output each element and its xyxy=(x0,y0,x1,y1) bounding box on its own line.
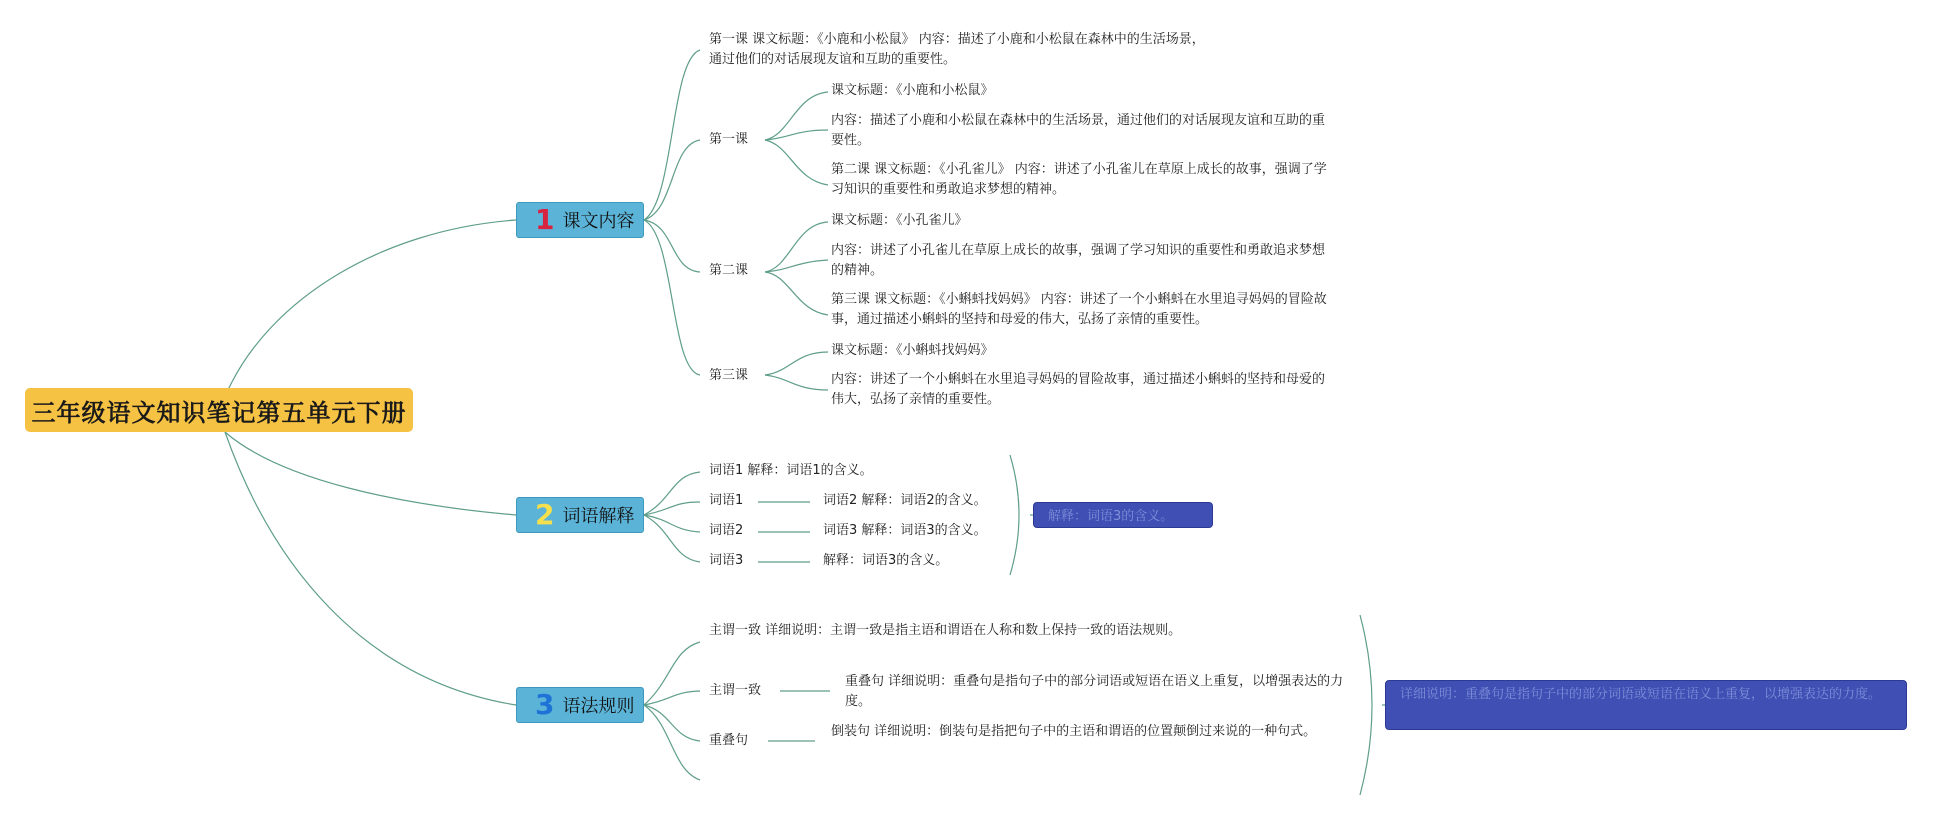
lesson-1-title[interactable]: 课文标题：《小鹿和小松鼠》 xyxy=(831,83,994,98)
lesson-3-intro[interactable]: 第三课 课文标题：《小蝌蚪找妈妈》 内容：讲述了一个小蝌蚪在水里追寻妈妈的冒险故事，通过描述小蝌蚪的坚持和母爱的伟大，弘扬了亲情的重要性。 xyxy=(831,292,1327,327)
word-3-node[interactable]: 词语3 xyxy=(709,553,744,568)
grammar-repetition-node[interactable]: 重叠句 xyxy=(709,733,749,748)
number-1-icon: 1 xyxy=(535,203,555,236)
branch-label: 词语解释 xyxy=(562,506,635,527)
lesson-2-node[interactable]: 第二课 xyxy=(709,263,749,278)
grammar-repetition-explanation[interactable]: 倒装句 详细说明：倒装句是指把句子中的主语和谓语的位置颠倒过来说的一种句式。 xyxy=(831,724,1317,739)
lesson-1-node[interactable]: 第一课 xyxy=(709,132,749,147)
branch-grammar-rules[interactable] xyxy=(516,687,644,723)
lesson-3-title[interactable]: 课文标题：《小蝌蚪找妈妈》 xyxy=(831,343,994,358)
root-topic[interactable]: 三年级语文知识笔记第五单元下册 xyxy=(25,388,413,432)
word-summary-box[interactable]: 解释：词语3的含义。 xyxy=(1033,502,1213,528)
grammar-summary-node[interactable]: 主谓一致 详细说明：主谓一致是指主语和谓语在人称和数上保持一致的语法规则。 xyxy=(709,623,1182,638)
branch-word-explanation[interactable] xyxy=(516,497,644,533)
branch-label: 课文内容 xyxy=(562,211,635,232)
grammar-summary-box[interactable]: 详细说明：重叠句是指句子中的部分词语或短语在语义上重复，以增强表达的力度。 xyxy=(1385,680,1907,730)
word-1-node[interactable]: 词语1 xyxy=(709,493,744,508)
word-summary-node[interactable]: 词语1 解释：词语1的含义。 xyxy=(709,463,873,478)
grammar-agreement-node[interactable]: 主谓一致 xyxy=(709,683,762,698)
lesson-2-intro[interactable]: 第二课 课文标题：《小孔雀儿》 内容：讲述了小孔雀儿在草原上成长的故事，强调了学习知识的重要性和勇敢追求梦想的精神。 xyxy=(831,162,1327,197)
lesson-summary-node[interactable]: 第一课 课文标题：《小鹿和小松鼠》 内容：描述了小鹿和小松鼠在森林中的生活场景，通过他们的对话展现友谊和互助的重要性。 xyxy=(709,32,1205,67)
word-1-explanation[interactable]: 词语2 解释：词语2的含义。 xyxy=(823,493,987,508)
word-2-node[interactable]: 词语2 xyxy=(709,523,744,538)
grammar-agreement-explanation[interactable]: 重叠句 详细说明：重叠句是指句子中的部分词语或短语在语义上重复，以增强表达的力度。 xyxy=(845,674,1344,709)
lesson-3-node[interactable]: 第三课 xyxy=(709,368,749,383)
number-3-icon: 3 xyxy=(535,688,555,721)
word-2-explanation[interactable]: 词语3 解释：词语3的含义。 xyxy=(823,523,987,538)
branch-lesson-content[interactable] xyxy=(516,202,644,238)
branch-label: 语法规则 xyxy=(562,696,635,717)
lesson-2-title[interactable]: 课文标题：《小孔雀儿》 xyxy=(831,213,968,228)
lesson-2-content[interactable]: 内容：讲述了小孔雀儿在草原上成长的故事，强调了学习知识的重要性和勇敢追求梦想的精神。 xyxy=(831,243,1326,278)
number-2-icon: 2 xyxy=(535,498,555,531)
word-3-explanation[interactable]: 解释：词语3的含义。 xyxy=(823,553,949,568)
lesson-3-content[interactable]: 内容：讲述了一个小蝌蚪在水里追寻妈妈的冒险故事，通过描述小蝌蚪的坚持和母爱的伟大，弘扬了亲情的重要性。 xyxy=(831,372,1326,407)
lesson-1-content[interactable]: 内容：描述了小鹿和小松鼠在森林中的生活场景，通过他们的对话展现友谊和互助的重要性。 xyxy=(831,113,1326,148)
